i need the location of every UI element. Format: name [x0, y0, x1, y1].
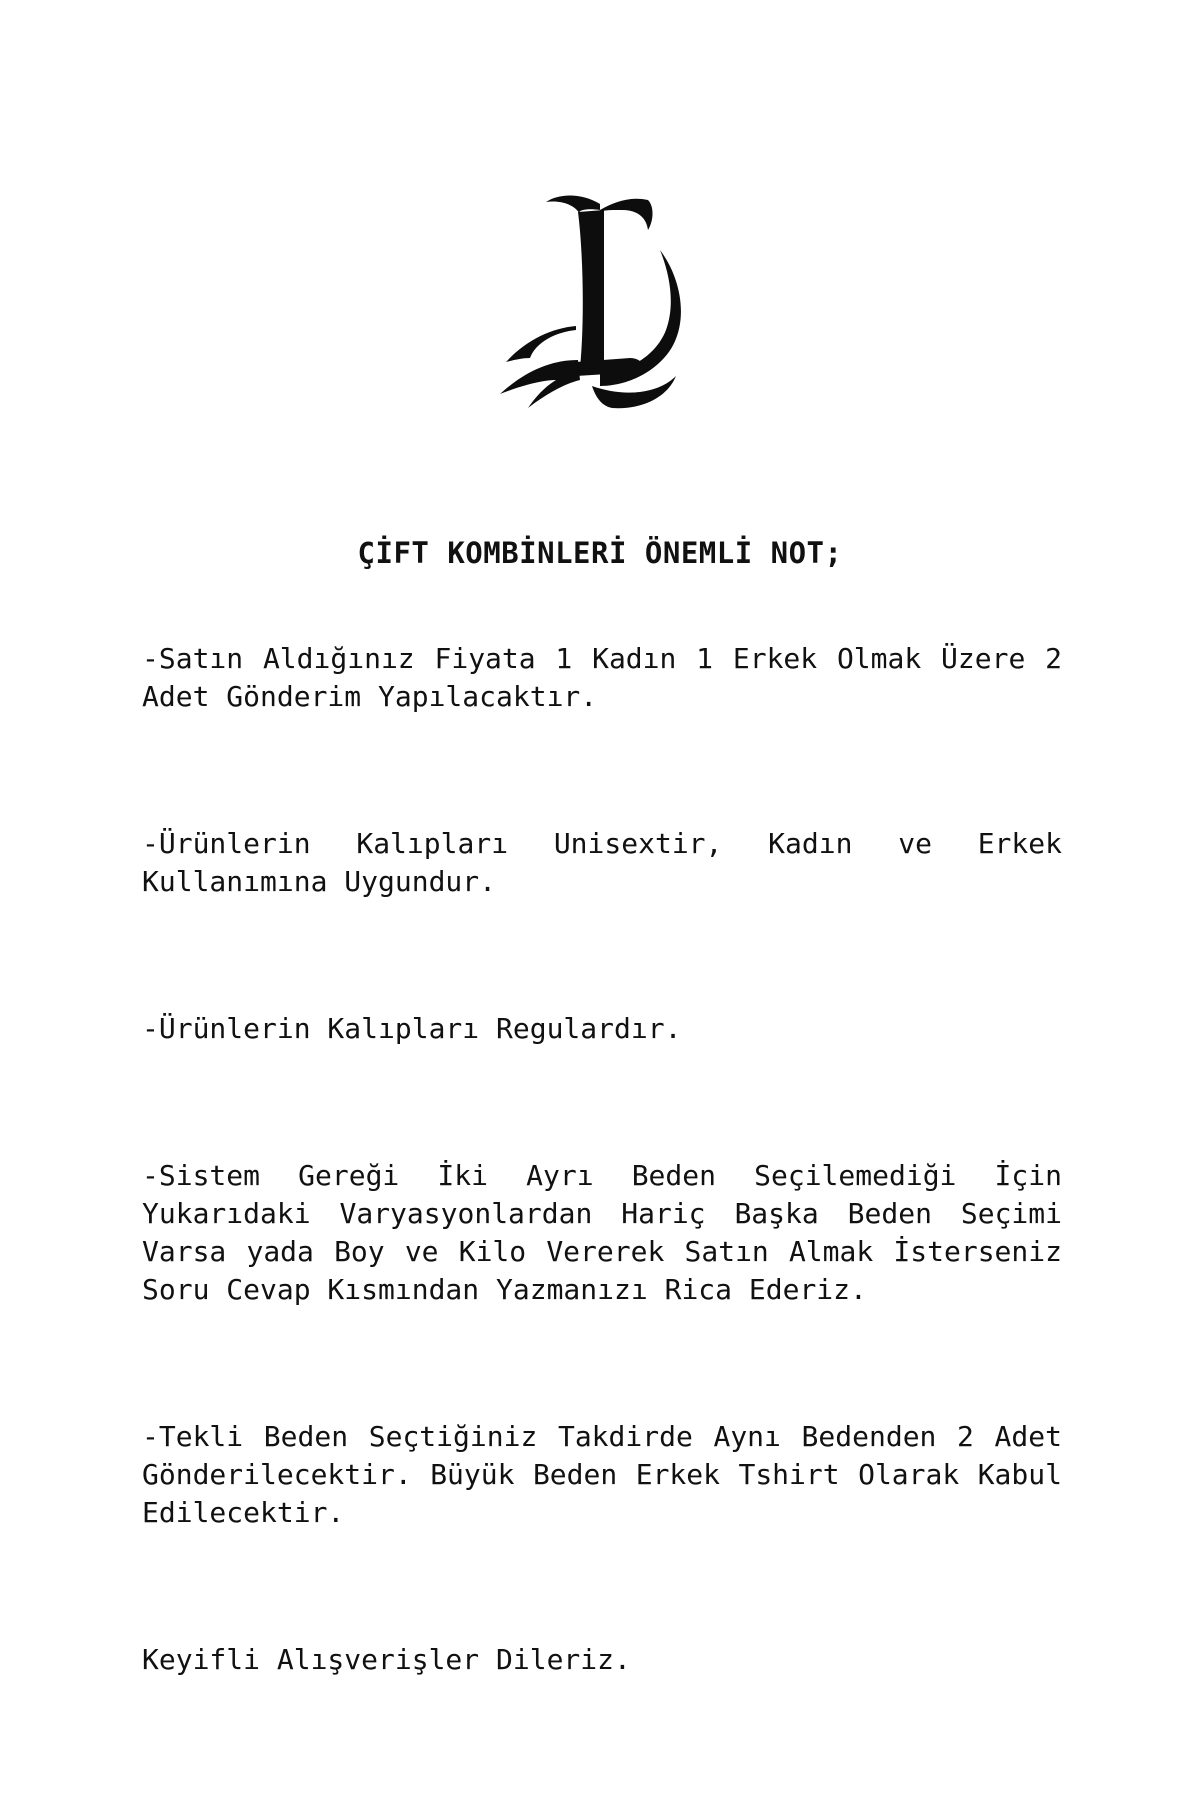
note-item: -Ürünlerin Kalıpları Regulardır.	[142, 1012, 682, 1045]
notes-section	[142, 640, 1062, 1679]
note-item: -Sistem Gereği İki Ayrı Beden Seçilemediği İçin Yukarıdaki Varyasyonlardan Hariç Başka Beden Seçimi Varsa yada Boy ve Kilo Vererek Satın Almak İsterseniz Soru Cevap Kısmından Yazmanızı Rica Ederiz.	[142, 1159, 1062, 1306]
note-item: -Satın Aldığınız Fiyata 1 Kadın 1 Erkek Olmak Üzere 2 Adet Gönderim Yapılacaktır.	[142, 642, 1062, 713]
brand-logo-icon	[480, 190, 720, 430]
note-item: -Tekli Beden Seçtiğiniz Takdirde Aynı Bedenden 2 Adet Gönderilecektir. Büyük Beden Erkek Tshirt Olarak Kabul Edilecektir.	[142, 1420, 1062, 1529]
closing-text: Keyifli Alışverişler Dileriz.	[142, 1643, 631, 1676]
brand-logo-svg	[480, 190, 720, 430]
page-title: ÇİFT KOMBİNLERİ ÖNEMLİ NOT;	[357, 536, 843, 570]
note-item: -Ürünlerin Kalıpları Unisextir, Kadın ve Erkek Kullanımına Uygundur.	[142, 827, 1062, 898]
